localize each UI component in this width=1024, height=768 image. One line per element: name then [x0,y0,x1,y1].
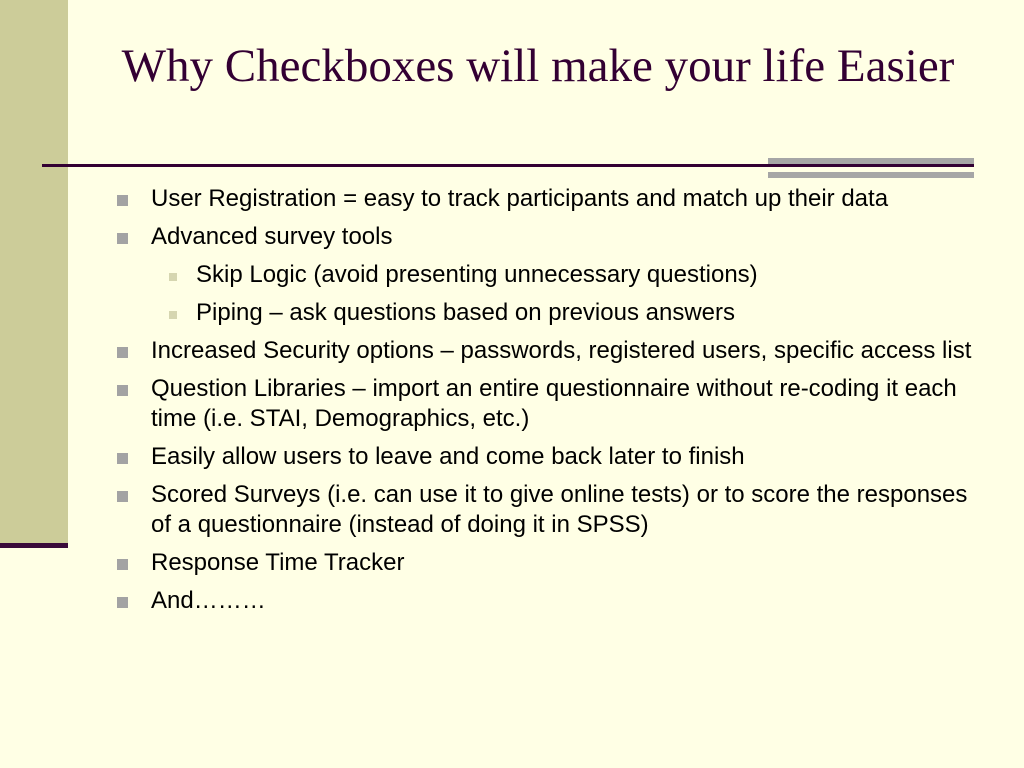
bullet-item [112,184,992,214]
bullet-item [112,374,992,434]
square-bullet-icon [117,233,128,244]
bullet-item [112,222,992,328]
bullet-text: And……… [151,587,266,614]
slide-title: Why Checkboxes will make your life Easier [121,40,955,92]
title-rule [42,164,974,167]
left-decorative-band [0,0,68,546]
square-bullet-icon [117,347,128,358]
square-bullet-icon [117,385,128,396]
bullet-text: Easily allow users to leave and come back later to finish [151,443,745,470]
left-band-rule [0,543,68,548]
square-bullet-icon [117,195,128,206]
square-bullet-icon [117,453,128,464]
bullet-text: Advanced survey tools [151,223,393,250]
sub-bullet-item [112,298,992,328]
title-rule-accent-bottom [768,172,974,178]
small-square-bullet-icon [169,273,177,281]
bullet-item [112,586,992,616]
bullet-text: Response Time Tracker [151,549,405,576]
sub-bullet-list [151,260,992,328]
bullet-text: Question Libraries – import an entire questionnaire without re-coding it each time (i.e. STAI, Demographics, etc.) [151,375,957,432]
bullet-text: Increased Security options – passwords, registered users, specific access list [151,337,972,364]
sub-bullet-text: Piping – ask questions based on previous answers [196,299,735,326]
bullet-item [112,480,992,540]
bullet-list [112,184,992,616]
square-bullet-icon [117,597,128,608]
bullet-item [112,336,992,366]
sub-bullet-text: Skip Logic (avoid presenting unnecessary questions) [196,261,758,288]
square-bullet-icon [117,491,128,502]
bullet-text: Scored Surveys (i.e. can use it to give online tests) or to score the responses of a questionnaire (instead of doing it in SPSS) [151,481,968,538]
bullet-item [112,548,992,578]
square-bullet-icon [117,559,128,570]
small-square-bullet-icon [169,311,177,319]
bullet-text: User Registration = easy to track participants and match up their data [151,185,889,212]
sub-bullet-item [112,260,992,290]
slide-body [112,184,992,624]
bullet-item [112,442,992,472]
